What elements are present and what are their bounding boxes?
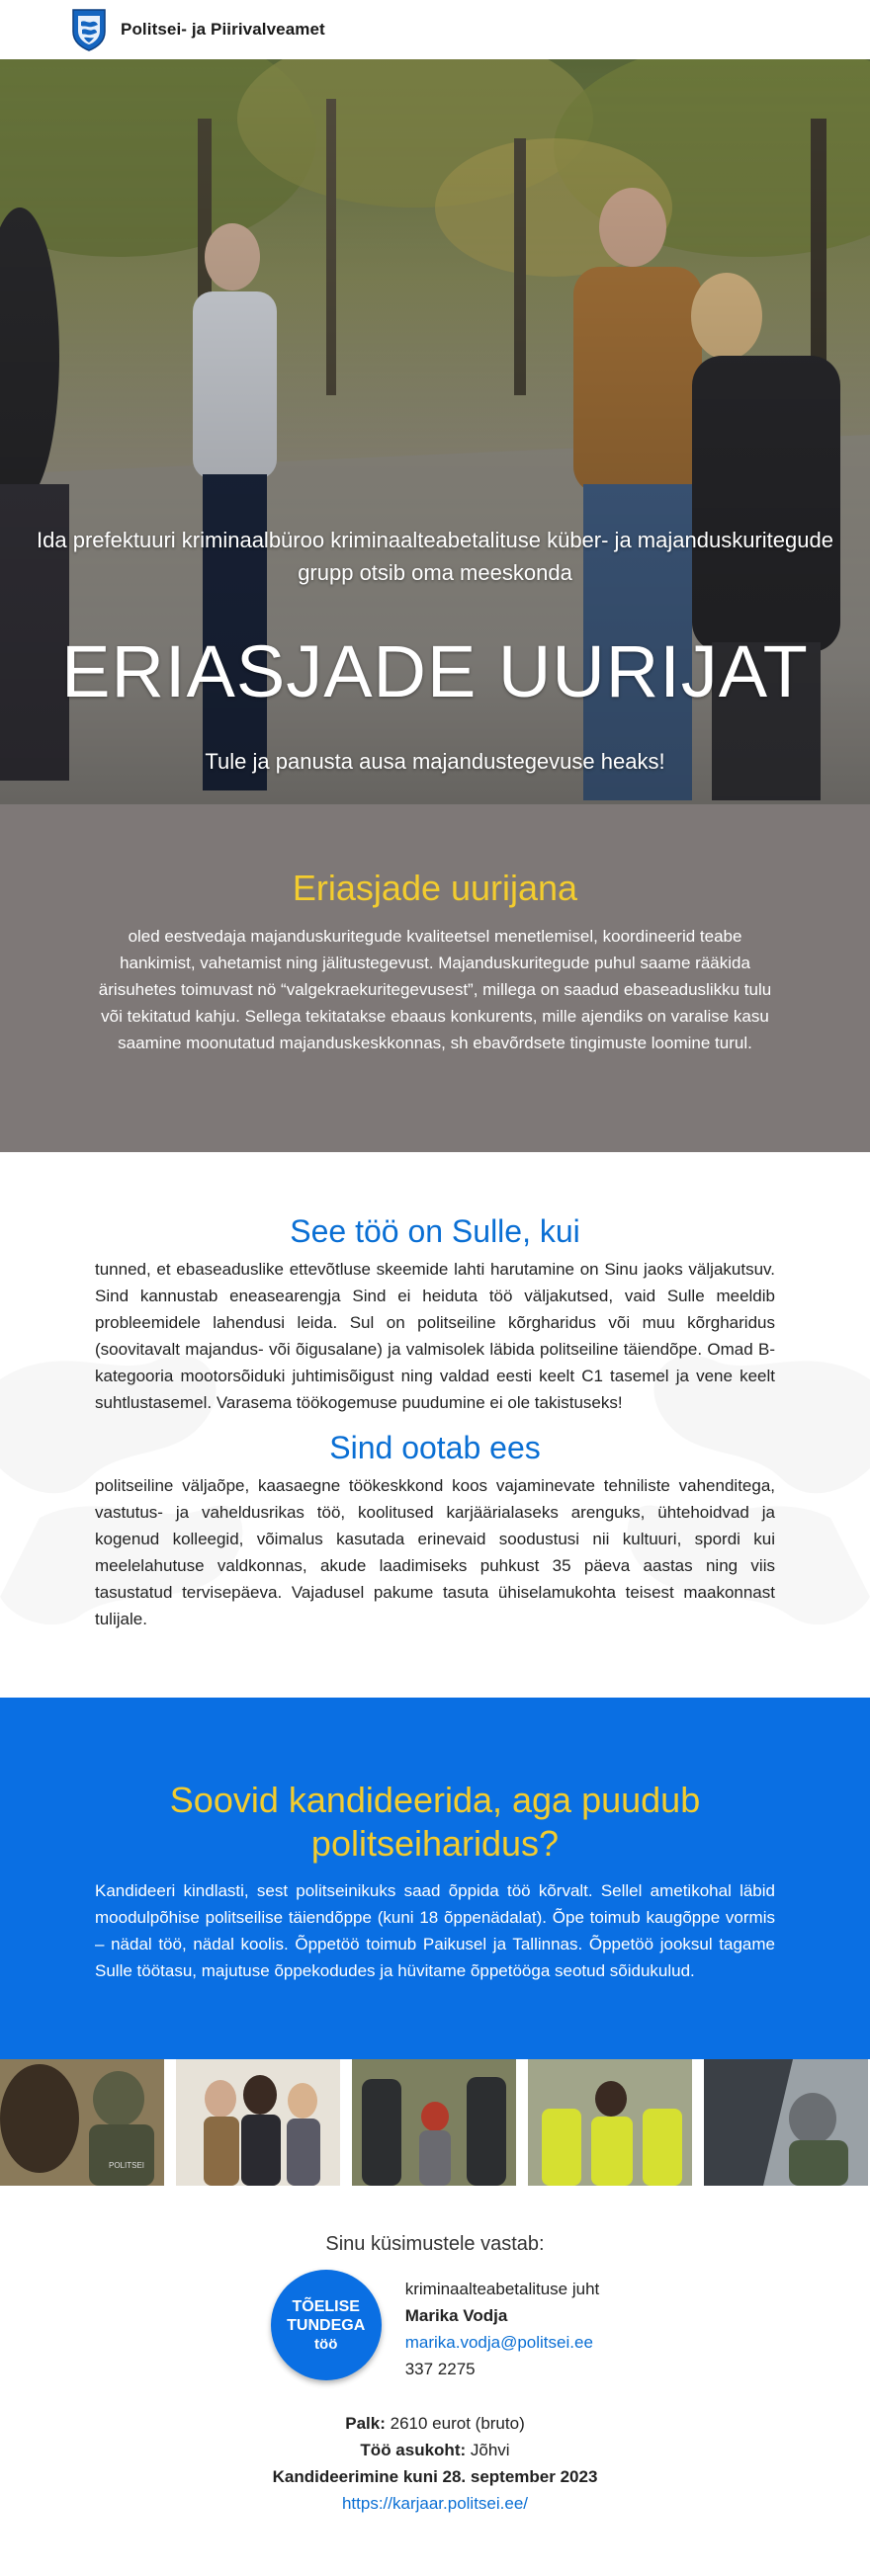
location-value: Jõhvi	[470, 2441, 510, 2459]
contact-heading: Sinu küsimustele vastab:	[325, 2233, 545, 2255]
photo-strip	[0, 2059, 870, 2186]
benefits-block	[95, 1430, 775, 1632]
apply-text: Kandideeri kindlasti, sest politseinikuks saad õppida töö kõrvalt. Sellel ametikohal läbid moodulpõhise politseilise täiendõppe (kuni 18 õppenädalat). Õpe toimub kaugõppe vormis – nädal töö, nädal koolis. Õppetöö toimub Paikusel ja Tallinnas. Õppetöö jooksul tagame Sulle töötasu, majutuse õppekodudes ja hüvitame õppetööga seotud sõidukulud.	[95, 1881, 775, 1980]
hero-text-block	[0, 524, 870, 775]
benefits-text: politseiline väljaõpe, kaasaegne töökeskkond koos vajaminevate tehniliste vahenditega, vastutus- ja vaheldusrikas töö, koolitused karjäärialaseks arenguks, ühtehoidvad ja kogenud kolleegid, võimalus kasutada erinevaid soodustusi nii kultuuri, spordi kui meelelahutuse valdkonnas, akude laadimiseks puhkust 35 päeva aastas ning viis tasustatud tervisepäeva. Vajadusel pakume tasuta ühiselamukohta teisest maakonnast tulijale.	[95, 1476, 775, 1628]
contact-phone: 337 2275	[404, 2360, 476, 2378]
role-title: Eriasjade uurijana	[292, 868, 578, 908]
location-label: Töö asukoht:	[360, 2441, 467, 2459]
badge-line-1: TÕELISE	[292, 2297, 360, 2315]
contact-email-link[interactable]: marika.vodja@politsei.ee	[404, 2333, 593, 2352]
logo-text[interactable]: Politsei- ja Piirivalveamet	[121, 20, 325, 39]
location-row	[0, 2437, 870, 2463]
hero-tagline: Tule ja panusta ausa majandustegevuse heaks!	[205, 749, 665, 774]
fit-text: tunned, et ebaseaduslike ettevõtluse skeemide lahti harutamine on Sinu jaoks väljakutsuv. Sind kannustab eneasearengja Sind ei heiduta töö väljakutsed, vaid Sulle meeldib probleemidele lahendusi leida. Sul on politseiline kõrgharidus või muu kõrgharidus (soovitavalt majandus- või õigusalane) ja valmisolek läbida politseiline täiendõpe. Omad B-kategooria mootorsõiduki juhtimisõigust ning valdad eesti keelt C1 tasemel ja vene keelt suhtlustasemel. Varasema töökogemuse puudumine ei ole takistuseks!	[95, 1260, 775, 1412]
benefits-heading: Sind ootab ees	[329, 1430, 541, 1465]
coat-of-arms-shield-icon[interactable]	[71, 8, 107, 51]
contact-section	[0, 2186, 870, 2576]
contact-role: kriminaalteabetalituse juht	[404, 2280, 600, 2298]
badge-line-2: TUNDEGA	[287, 2316, 366, 2334]
role-description: oled eestvedaja majanduskuritegude kvaliteetsel menetlemisel, koordineerid teabe hankimist, vahetamist ning jälitustegevust. Majanduskuritegude puhul saame rääkida ärisuhetes toimuvast nö “valgekraekuritegevusest”, millega on saadud ebaseaduslikku tulu või tekitatud kahju. Sellega tekitatakse ebaaus konkurents, mille ajendiks on varalise kasu saamine moonutatud majanduskeskkonnas, sh ebavõrdsete tingimuste loomine turul.	[98, 927, 772, 1052]
salary-label: Palk:	[345, 2414, 386, 2433]
contact-name: Marika Vodja	[404, 2306, 508, 2325]
role-section	[0, 804, 870, 1152]
badge-line-3: töö	[314, 2335, 338, 2353]
offer-section	[0, 1152, 870, 1698]
contact-row	[0, 2270, 870, 2382]
salary-row	[0, 2410, 870, 2437]
hero-title: ERIASJADE UURIJAT	[61, 630, 809, 712]
hero-subtitle: Ida prefektuuri kriminaalbüroo kriminaalteabetalituse küber- ja majanduskuritegude grupp otsib oma meeskonda	[37, 528, 833, 585]
link-row	[0, 2490, 870, 2517]
job-details	[0, 2410, 870, 2517]
fit-heading: See töö on Sulle, kui	[290, 1213, 580, 1249]
photo-child-with-officers	[352, 2059, 516, 2186]
salary-value: 2610 eurot (bruto)	[390, 2414, 525, 2433]
deadline-text: Kandideerimine kuni 28. september 2023	[272, 2467, 598, 2486]
photo-team-smiling	[176, 2059, 340, 2186]
photo-police-dog	[0, 2059, 164, 2186]
apply-title: Soovid kandideerida, aga puudub politseiharidus?	[169, 1780, 701, 1864]
svg-text:POLITSEI: POLITSEI	[109, 2161, 145, 2170]
photo-officers-vests	[528, 2059, 692, 2186]
photo-helicopter-pilot	[704, 2059, 868, 2186]
deadline-row	[0, 2463, 870, 2490]
hero-banner	[0, 59, 870, 804]
fit-block	[95, 1213, 775, 1416]
contact-info	[405, 2270, 600, 2382]
site-header	[0, 0, 870, 59]
apply-section	[0, 1698, 870, 2059]
toelise-tundega-badge	[271, 2270, 382, 2380]
career-link[interactable]: https://karjaar.politsei.ee/	[341, 2494, 529, 2513]
